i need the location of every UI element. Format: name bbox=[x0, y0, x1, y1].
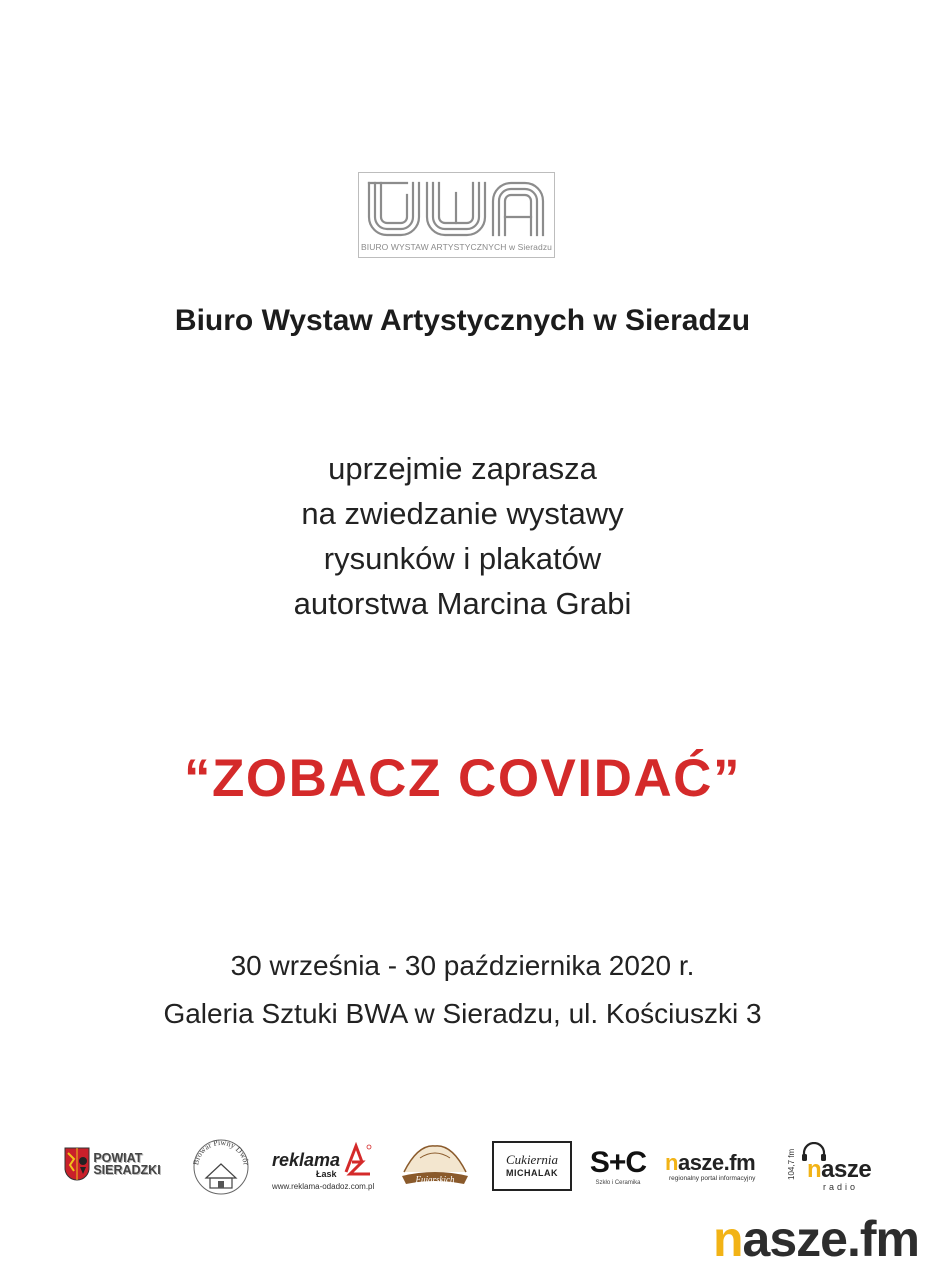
bwa-logo-caption: BIURO WYSTAW ARTYSTYCZNYCH w Sieradzu bbox=[360, 242, 553, 252]
event-dates: 30 września - 30 października 2020 r. bbox=[230, 950, 695, 981]
event-details bbox=[0, 942, 925, 1038]
powiat-crest-icon bbox=[64, 1147, 90, 1181]
fujarski-emblem-icon bbox=[398, 1138, 472, 1194]
browar-name: Browar Piwny Dwór bbox=[191, 1137, 251, 1166]
naszefm-watermark bbox=[713, 1210, 918, 1268]
watermark-rest: asze.fm bbox=[742, 1211, 919, 1267]
invitation-text bbox=[0, 446, 925, 626]
powiat-line2: SIERADZKI bbox=[93, 1163, 161, 1177]
powiat-text bbox=[93, 1152, 160, 1176]
event-venue: Galeria Sztuki BWA w Sieradzu, ul. Kościuszki 3 bbox=[163, 998, 762, 1029]
invitation-line: autorstwa Marcina Grabi bbox=[293, 586, 632, 621]
sponsor-nasze-radio bbox=[787, 1140, 872, 1196]
naszeradio-wordmark bbox=[807, 1158, 871, 1182]
invitation-line: uprzejmie zaprasza bbox=[328, 451, 597, 486]
naszefm-first: n bbox=[665, 1150, 678, 1175]
sc-subtitle: Szkło i Ceramika bbox=[595, 1180, 641, 1186]
naszefm-tagline: regionalny portal informacyjny bbox=[669, 1175, 756, 1182]
sponsor-browar-piwny-dwor bbox=[190, 1134, 252, 1196]
browar-emblem-icon bbox=[190, 1134, 252, 1196]
bwa-logo bbox=[358, 172, 555, 258]
naszeradio-sub: radio bbox=[823, 1182, 859, 1192]
michalak-line2: MICHALAK bbox=[506, 1168, 558, 1178]
michalak-line1: Cukiernia bbox=[506, 1152, 558, 1167]
naszefm-rest: asze.fm bbox=[677, 1150, 756, 1175]
invitation-line: na zwiedzanie wystawy bbox=[301, 496, 624, 531]
watermark-first: n bbox=[713, 1211, 743, 1267]
reklama-name: reklama bbox=[272, 1150, 341, 1170]
reklama-city: Łask bbox=[316, 1169, 337, 1179]
sponsor-naszefm bbox=[665, 1146, 770, 1188]
naszeradio-rest: asze bbox=[821, 1156, 872, 1183]
sponsor-reklama-lask bbox=[268, 1140, 378, 1194]
naszeradio-frequency: 104,7 fm bbox=[787, 1148, 796, 1180]
sponsor-szklo-ceramika bbox=[589, 1140, 647, 1194]
sc-mark: S+C bbox=[589, 1146, 647, 1179]
bwa-monogram-icon bbox=[367, 179, 547, 239]
sponsor-powiat-sieradzki bbox=[55, 1140, 170, 1188]
invitation-line: rysunków i plakatów bbox=[323, 541, 602, 576]
reklama-az-icon bbox=[342, 1142, 374, 1176]
sponsor-cukiernia-michalak bbox=[492, 1141, 572, 1191]
naszefm-wordmark bbox=[665, 1151, 755, 1175]
naszeradio-first: n bbox=[807, 1156, 822, 1183]
organization-title: Biuro Wystaw Artystycznych w Sieradzu bbox=[174, 304, 751, 337]
exhibition-title: “ZOBACZ COVIDAĆ” bbox=[184, 749, 741, 808]
sponsor-fujarskich bbox=[398, 1138, 472, 1194]
powiat-line1: POWIAT bbox=[93, 1151, 143, 1165]
reklama-url: www.reklama-odadoz.com.pl bbox=[272, 1182, 375, 1191]
fujarski-name: Fujarskich bbox=[415, 1174, 455, 1185]
